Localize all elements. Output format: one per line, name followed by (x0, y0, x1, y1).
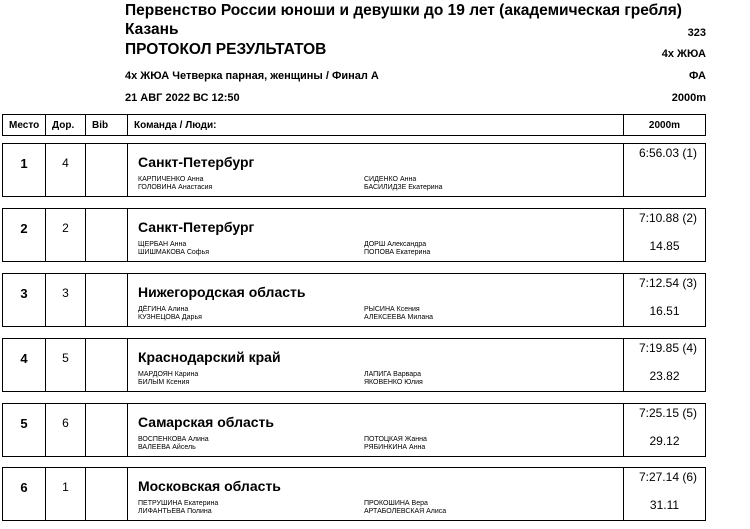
table-row (2, 467, 706, 521)
race-date: 21 АВГ 2022 ВС 12:50 (125, 92, 240, 104)
column-header-lane: Дор. (46, 115, 86, 135)
athlete-name: АРТАБОЛЕВСКАЯ Алиса (364, 508, 447, 515)
athlete-name: ДОРШ Александра (364, 241, 427, 248)
race-distance: 2000m (671, 92, 706, 104)
athlete-name: СИДЕНКО Анна (364, 176, 417, 183)
crew-cell (128, 404, 624, 456)
athlete-name: КУЗНЕЦОВА Дарья (138, 314, 202, 321)
bib-cell (86, 144, 128, 196)
results-table-header (2, 114, 706, 136)
final-code: ФА (688, 70, 706, 82)
finish-time: 7:10.88 (2) (638, 211, 697, 225)
crew-cell (128, 144, 624, 196)
city-name: Казань (125, 21, 179, 38)
time-cell (624, 339, 705, 391)
athlete-name: ПЕТРУШИНА Екатерина (138, 500, 219, 507)
time-behind: 29.12 (649, 434, 680, 448)
table-row (2, 338, 706, 392)
athlete-name: ВАЛЕЕВА Айсель (138, 444, 196, 451)
athlete-name: МАРДОЯН Карина (138, 371, 199, 378)
athlete-name: ПОТОЦКАЯ Жанна (364, 436, 427, 443)
team-name: Краснодарский край (138, 349, 281, 365)
time-cell (624, 274, 705, 326)
athlete-name: КАРПИЧЕНКО Анна (138, 176, 204, 183)
boat-class: 4х ЖЮА (661, 48, 706, 60)
table-row (2, 273, 706, 327)
finish-time: 7:27.14 (6) (638, 470, 697, 484)
team-name: Санкт-Петербург (138, 219, 255, 235)
place-cell: 5 (3, 404, 46, 456)
athlete-name: ЯКОВЕНКО Юлия (364, 379, 423, 386)
athlete-name: БИЛЫМ Ксения (138, 379, 190, 386)
place-cell: 1 (3, 144, 46, 196)
column-header-time: 2000m (648, 119, 681, 131)
lane-cell: 2 (46, 209, 86, 261)
crew-cell (128, 468, 624, 520)
athlete-name: ГОЛОВИНА Анастасия (138, 184, 213, 191)
time-behind: 16.51 (649, 304, 680, 318)
bib-cell (86, 209, 128, 261)
time-behind: 23.82 (649, 369, 680, 383)
athlete-name: ЛИФАНТЬЕВА Полина (138, 508, 212, 515)
bib-cell (86, 274, 128, 326)
bib-cell (86, 339, 128, 391)
finish-time: 7:25.15 (5) (638, 406, 697, 420)
athlete-name: ЩЕРБАН Анна (138, 241, 187, 248)
race-number: 323 (687, 27, 706, 39)
athlete-name: ПОПОВА Екатерина (364, 249, 431, 256)
athlete-name: РЫСИНА Ксения (364, 306, 420, 313)
lane-cell: 3 (46, 274, 86, 326)
crew-cell (128, 339, 624, 391)
table-row (2, 143, 706, 197)
team-name: Санкт-Петербург (138, 154, 255, 170)
time-behind: 14.85 (649, 239, 680, 253)
event-name: 4х ЖЮА Четверка парная, женщины / Финал А (125, 70, 379, 82)
team-name: Нижегородская область (138, 284, 306, 300)
athlete-name: ДЁГИНА Алина (138, 306, 189, 313)
crew-cell (128, 209, 624, 261)
athlete-name: ВОСПЕНКОВА Алина (138, 436, 209, 443)
lane-cell: 1 (46, 468, 86, 520)
team-name: Самарская область (138, 414, 274, 430)
bib-cell (86, 404, 128, 456)
place-cell: 4 (3, 339, 46, 391)
athlete-name: АЛЕКСЕЕВА Милана (364, 314, 434, 321)
finish-time: 6:56.03 (1) (638, 146, 697, 160)
time-behind: 31.11 (649, 498, 680, 512)
athlete-name: БАСИЛИДЗЕ Екатерина (364, 184, 443, 191)
place-cell: 2 (3, 209, 46, 261)
lane-cell: 5 (46, 339, 86, 391)
lane-cell: 6 (46, 404, 86, 456)
protocol-heading: ПРОТОКОЛ РЕЗУЛЬТАТОВ (125, 41, 327, 58)
bib-cell (86, 468, 128, 520)
time-cell (624, 209, 705, 261)
table-row (2, 403, 706, 457)
column-header-bib: Bib (86, 115, 128, 135)
crew-cell (128, 274, 624, 326)
athlete-name: ШИШМАКОВА Софья (138, 249, 210, 256)
column-header-place: Место (3, 115, 46, 135)
document-title: Первенство России юноши и девушки до 19 лет (академическая гребля) (125, 2, 682, 19)
place-cell: 3 (3, 274, 46, 326)
lane-cell: 4 (46, 144, 86, 196)
athlete-name: РЯБИНКИНА Анна (364, 444, 426, 451)
time-cell (624, 468, 705, 520)
table-row (2, 208, 706, 262)
time-cell (624, 404, 705, 456)
finish-time: 7:19.85 (4) (638, 341, 697, 355)
athlete-name: ПРОКОШИНА Вера (364, 500, 428, 507)
place-cell: 6 (3, 468, 46, 520)
time-cell (624, 144, 705, 196)
team-name: Московская область (138, 478, 281, 494)
finish-time: 7:12.54 (3) (638, 276, 697, 290)
athlete-name: ЛАПИГА Варвара (364, 371, 421, 378)
column-header-crew: Команда / Люди: (128, 115, 624, 135)
